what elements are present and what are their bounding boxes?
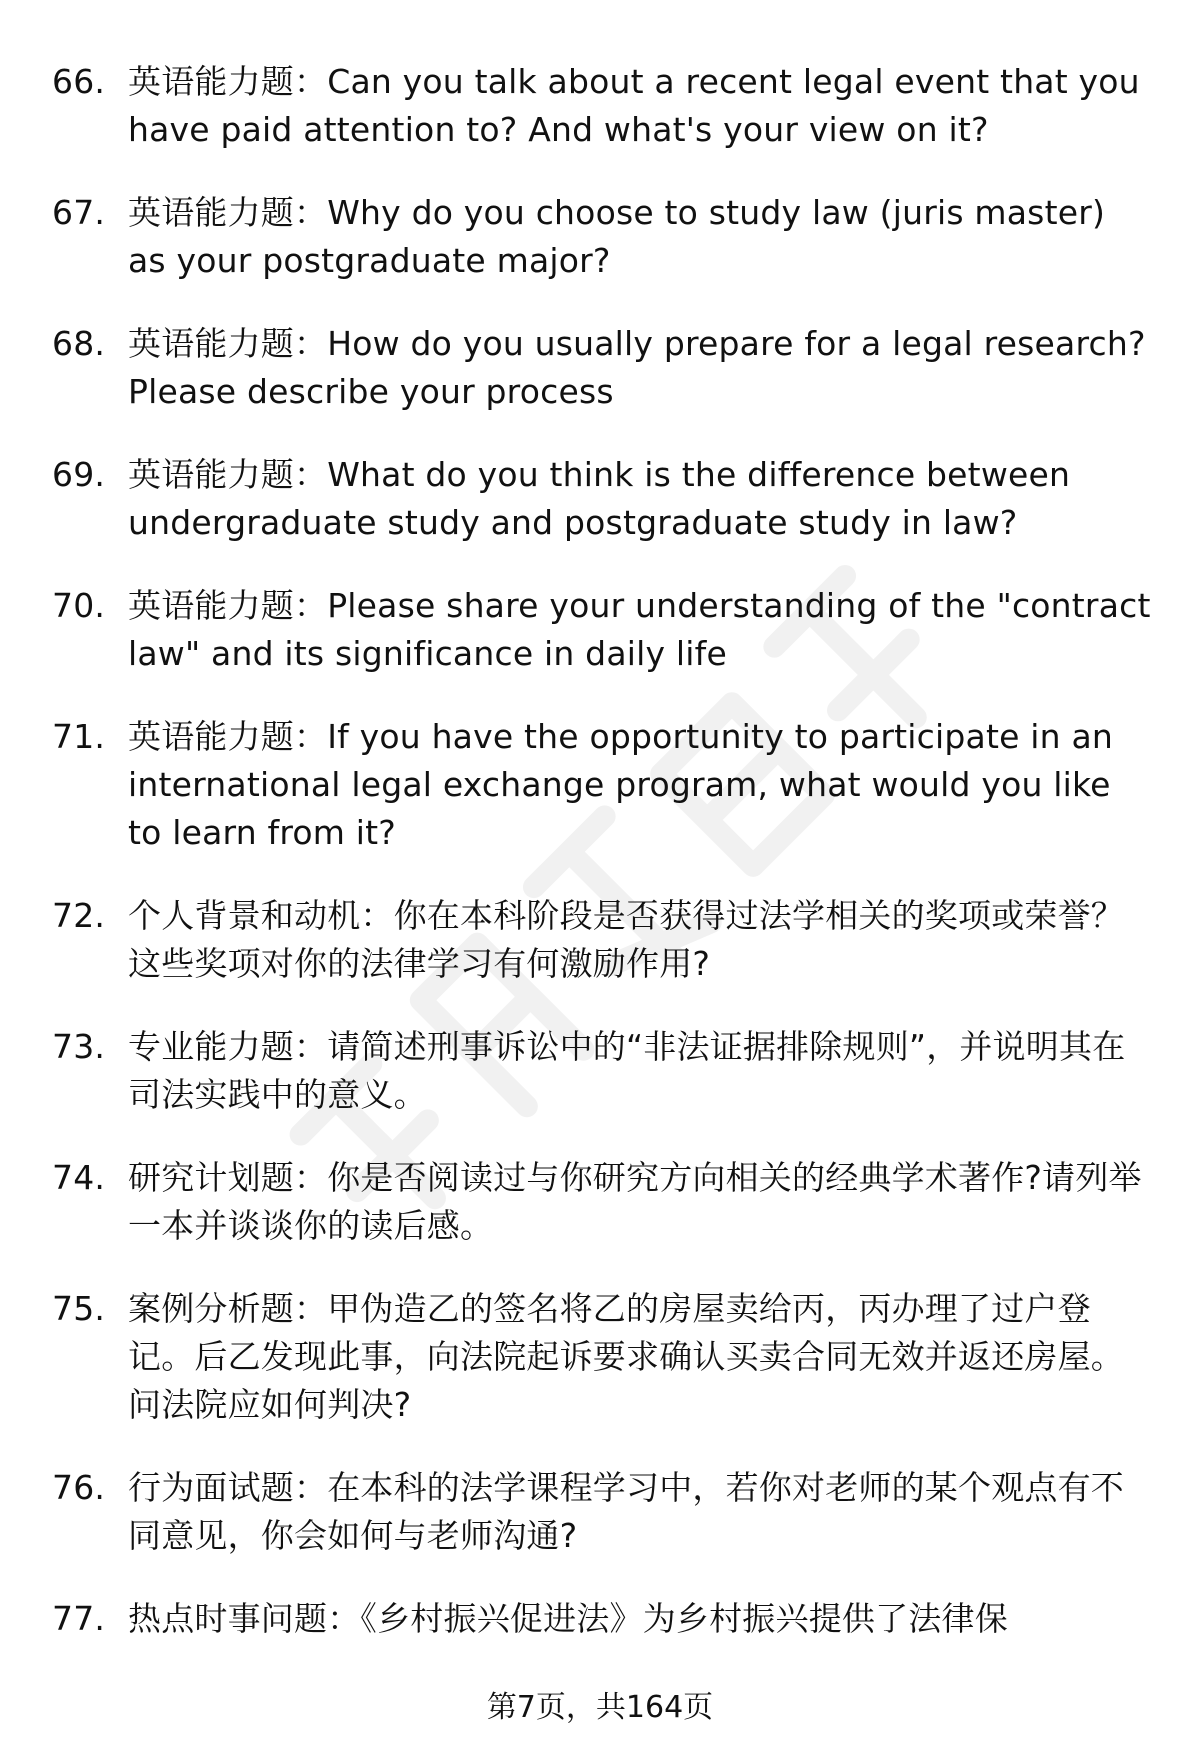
question-text: 英语能力题：Please share your understanding of the "contract law" and its significance in daily life [128, 586, 1151, 673]
question-item [52, 1023, 1152, 1119]
question-item [52, 320, 1152, 416]
question-number: 70. [52, 586, 106, 625]
question-number: 72. [52, 896, 106, 935]
question-item [52, 1154, 1152, 1250]
question-text: 英语能力题：Can you talk about a recent legal event that you have paid attention to? And what's your view on it? [128, 62, 1140, 149]
question-text: 英语能力题：What do you think is the difference between undergraduate study and postgraduate study in law? [128, 455, 1071, 542]
question-item [52, 713, 1152, 857]
question-item [52, 582, 1152, 678]
question-list [52, 58, 1152, 1678]
question-text: 案例分析题：甲伪造乙的签名将乙的房屋卖给丙，丙办理了过户登记。后乙发现此事，向法院起诉要求确认买卖合同无效并返还房屋。问法院应如何判决? [128, 1289, 1124, 1424]
question-text: 英语能力题：Why do you choose to study law (juris master) as your postgraduate major? [128, 193, 1106, 280]
question-item [52, 1285, 1152, 1429]
question-text: 专业能力题：请简述刑事诉讼中的“非法证据排除规则”，并说明其在司法实践中的意义。 [128, 1027, 1126, 1114]
question-item [52, 189, 1152, 285]
question-number: 71. [52, 717, 106, 756]
question-number: 68. [52, 324, 106, 363]
question-text: 热点时事问题：《乡村振兴促进法》为乡村振兴提供了法律保 [128, 1599, 1008, 1638]
question-text: 行为面试题：在本科的法学课程学习中，若你对老师的某个观点有不同意见，你会如何与老师沟通? [128, 1468, 1124, 1555]
question-item [52, 58, 1152, 154]
question-number: 67. [52, 193, 106, 232]
question-text: 个人背景和动机：你在本科阶段是否获得过法学相关的奖项或荣誉？这些奖项对你的法律学习有何激励作用? [128, 896, 1124, 983]
question-number: 69. [52, 455, 106, 494]
page-footer: 第7页，共164页 [486, 1690, 714, 1725]
question-number: 74. [52, 1158, 106, 1197]
question-number: 77. [52, 1599, 106, 1638]
question-number: 66. [52, 62, 106, 101]
question-text: 英语能力题：How do you usually prepare for a legal research? Please describe your process [128, 324, 1146, 411]
question-item [52, 892, 1152, 988]
question-item [52, 1464, 1152, 1560]
question-number: 75. [52, 1289, 106, 1328]
question-number: 73. [52, 1027, 106, 1066]
question-item [52, 451, 1152, 547]
question-item [52, 1595, 1152, 1643]
question-text: 研究计划题：你是否阅读过与你研究方向相关的经典学术著作?请列举一本并谈谈你的读后感。 [128, 1158, 1142, 1245]
question-text: 英语能力题：If you have the opportunity to participate in an international legal exchange program, what would you like to learn from it? [128, 717, 1113, 852]
question-number: 76. [52, 1468, 106, 1507]
